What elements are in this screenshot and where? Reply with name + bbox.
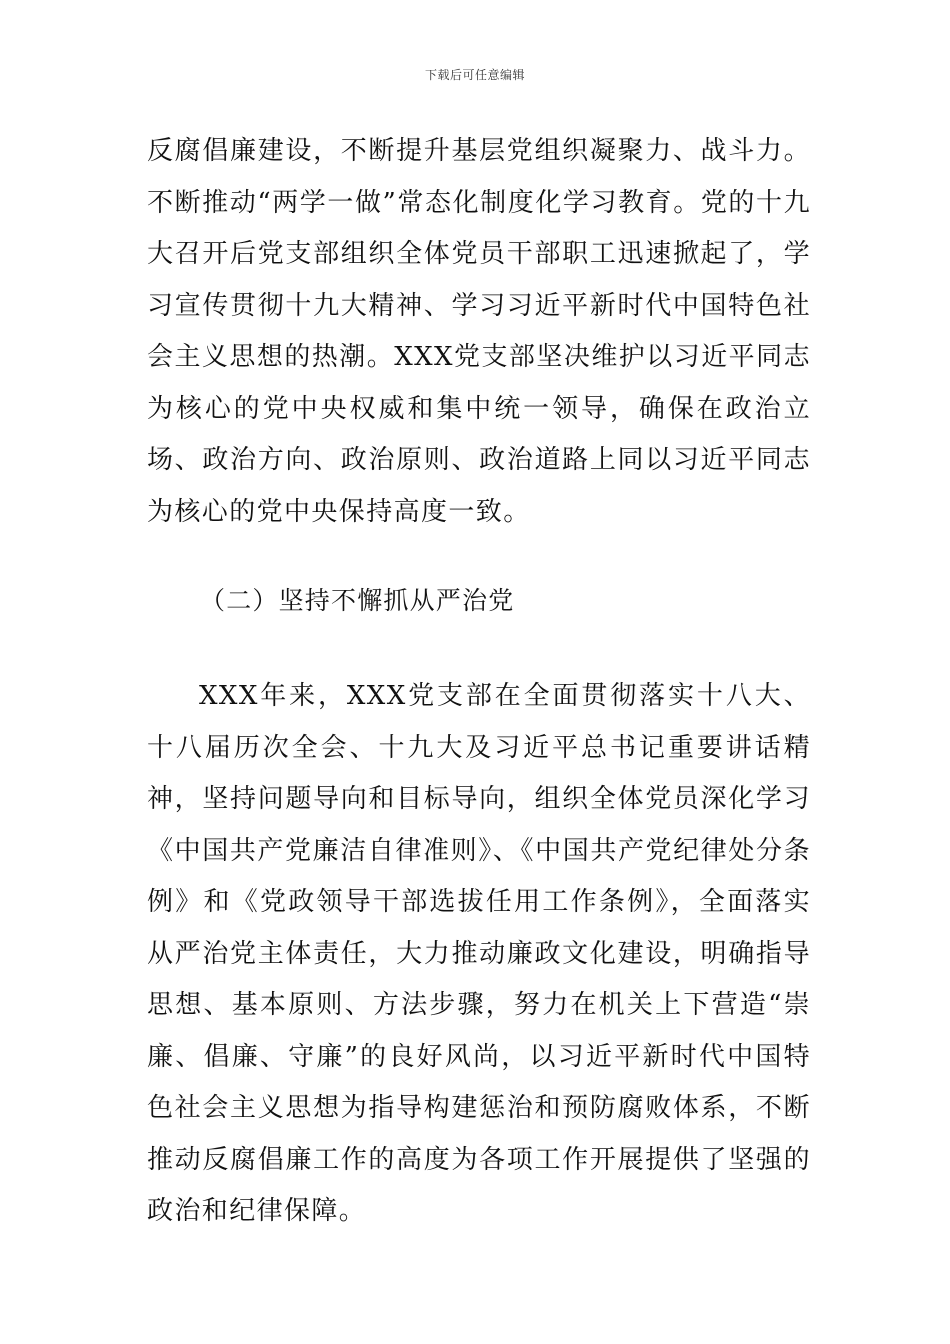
section-heading: （二）坚持不懈抓从严治党: [200, 586, 515, 615]
body-paragraph-2: XXX年来，XXX党支部在全面贯彻落实十八大、十八届历次全会、十九大及习近平总书记重要讲话精神，坚持问题导向和目标导向，组织全体党员深化学习《中国共产党廉洁自律准则》、《中国共产党纪律处分条例》和《党政领导干部选拔任用工作条例》，全面落实从严治党主体责任，大力推动廉政文化建设，明确指导思想、基本原则、方法步骤，努力在机关上下营造“崇廉、倡廉、守廉”的良好风尚，以习近平新时代中国特色社会主义思想为指导构建惩治和预防腐败体系，不断推动反腐倡廉工作的高度为各项工作开展提供了坚强的政治和纪律保障。: [147, 681, 811, 1226]
body-paragraph-1: 反腐倡廉建设，不断提升基层党组织凝聚力、战斗力。不断推动“两学一做”常态化制度化学习教育。党的十九大召开后党支部组织全体党员干部职工迅速掀起了，学习宣传贯彻十九大精神、学习习近平新时代中国特色社会主义思想的热潮。XXX党支部坚决维护以习近平同志为核心的党中央权威和集中统一领导，确保在政治立场、政治方向、政治原则、政治道路上同以习近平同志为核心的党中央保持高度一致。: [147, 136, 811, 527]
header-note: 下载后可任意编辑: [424, 68, 525, 82]
